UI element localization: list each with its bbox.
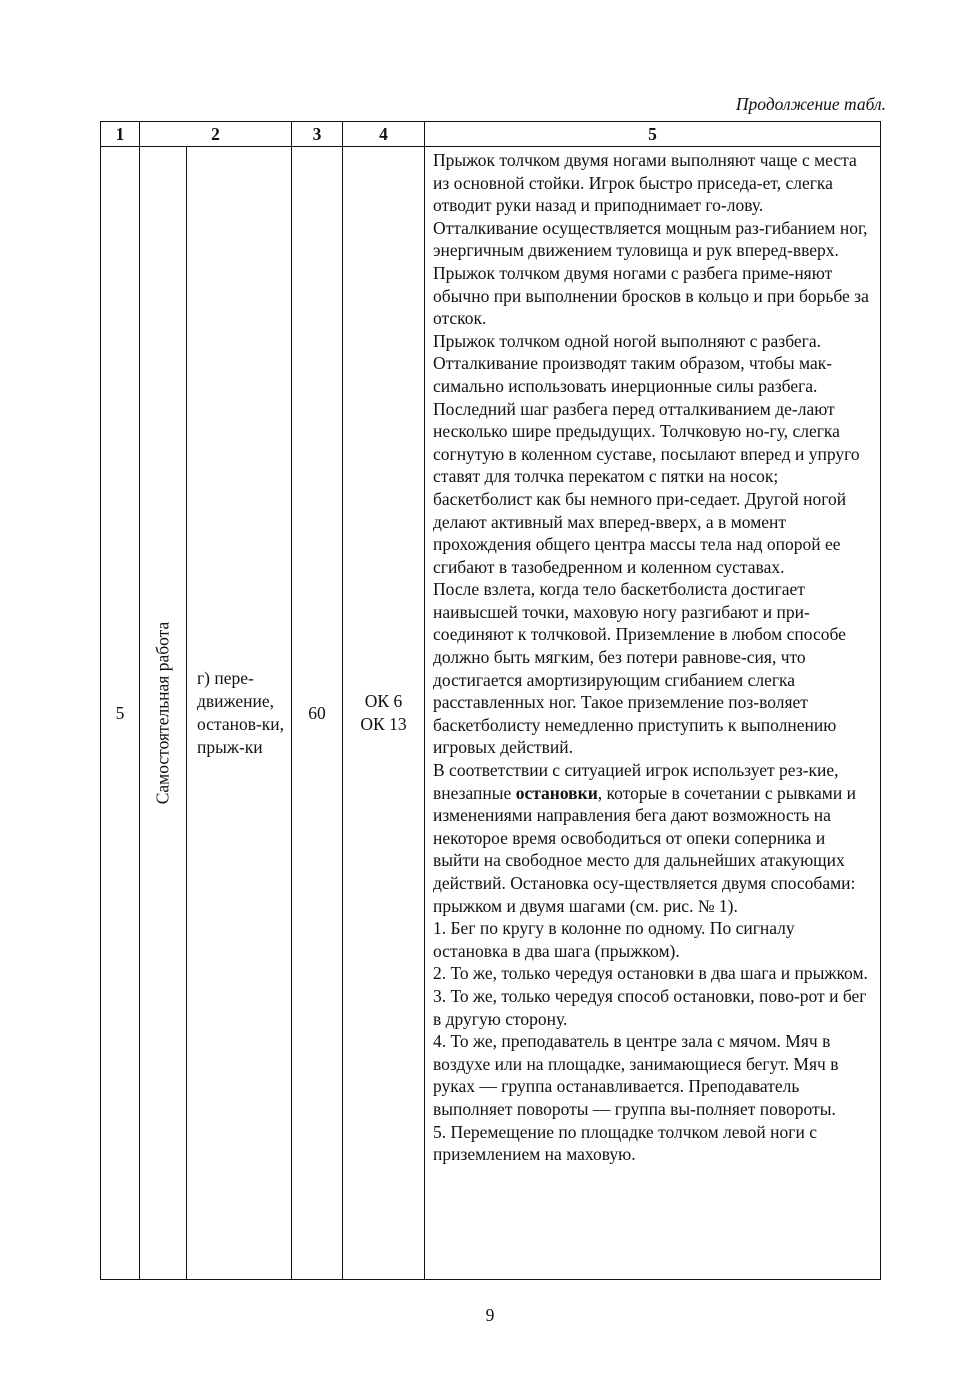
content-cell <box>425 147 881 1280</box>
row-number: 5 <box>101 147 140 1280</box>
header-col-1: 1 <box>101 122 140 147</box>
lesson-table <box>100 121 881 1280</box>
work-type-label: Самостоятельная работа <box>152 621 173 805</box>
stops-bold-term: остановки <box>515 782 598 803</box>
work-type-cell <box>140 147 187 1280</box>
header-col-3: 3 <box>292 122 343 147</box>
hours-cell: 60 <box>292 147 343 1280</box>
paragraph-jump-two-feet: Прыжок толчком двумя ногами выполняют чаще с места из основной стойки. Игрок быстро приседа-ет, слегка отводит руки назад и приподнимает го-лову. Отталкивание осуществляется мощным раз-гибанием ног, энергичным движением туловища и рук вперед-вверх. <box>433 150 868 261</box>
exercise-item: 5. Перемещение по площадке толчком левой ноги с приземлением на маховую. <box>433 1121 817 1165</box>
competencies-cell <box>343 147 425 1280</box>
header-col-4: 4 <box>343 122 425 147</box>
header-col-5: 5 <box>425 122 881 147</box>
competency-item: ОК 6 <box>364 691 403 711</box>
exercise-item: 1. Бег по кругу в колонне по одному. По сигналу остановка в два шага (прыжком). <box>433 918 795 961</box>
header-col-2: 2 <box>140 122 292 147</box>
exercise-item: 3. То же, только чередуя способ остановки, пово-рот и бег в другую сторону. <box>433 985 867 1029</box>
paragraph-stops <box>433 759 872 917</box>
exercise-item: 2. То же, только чередуя остановки в два шага и прыжком. <box>433 963 868 984</box>
paragraph-landing: После взлета, когда тело баскетболиста достигает наивысшей точки, маховую ногу разгибают и при-соединяют к толчковой. Приземление в любом способе должно быть мягким, без потери равнове-сия, что достигается амортизирующим сгибанием слегка расставленных ног. Такое приземление поз-воляет баскетболисту немедленно приступить к выполнению игровых действий. <box>433 579 846 758</box>
topic-label: г) пере-движение, останов-ки, прыж-ки <box>197 668 285 757</box>
page-number: 9 <box>485 1305 495 1325</box>
paragraph-jump-run-up: Прыжок толчком двумя ногами с разбега приме-няют обычно при выполнении бросков в кольцо и при борьбе за отскок. <box>433 262 869 329</box>
table-row <box>101 147 881 1280</box>
topic-cell <box>187 147 292 1280</box>
table-header-row <box>101 122 881 147</box>
exercise-item: 4. То же, преподаватель в центре зала с мячом. Мяч в воздухе или на площадке, занимающиеся бегут. Мяч в руках — группа останавливается. Преподаватель выполняет повороты — группа вы-полняет повороты. <box>433 1031 839 1119</box>
stops-text-end: , которые в сочетании с рывками и изменениями направления бега дают возможность на некоторое время освободиться от опеки соперника и выйти на свободное место для дальнейших атакующих действий. Остановка осу-ществляется двумя способами: прыжком и двумя шагами (см. рис. № 1). <box>433 782 856 916</box>
table-continuation-caption: Продолжение табл. <box>735 94 886 114</box>
stops-text-start: В соответствии с ситуацией игрок использует рез-кие, внезапные <box>433 760 839 803</box>
competency-item: ОК 13 <box>360 714 407 734</box>
paragraph-jump-one-foot: Прыжок толчком одной ногой выполняют с разбега. Отталкивание производят таким образом, чтобы мак-симально использовать инерционные силы разбега. Последний шаг разбега перед отталкиванием де-лают несколько шире предыдущих. Толчковую но-гу, слегка согнутую в коленном суставе, посылают вперед и упруго ставят для толчка перекатом с пятки на носок; баскетболист как бы немного при-седает. Другой ногой делают активный мах вперед-вверх, а в момент прохождения общего центра массы тела над опорой ее сгибают в тазобедренном и коленном суставах. <box>433 330 860 577</box>
